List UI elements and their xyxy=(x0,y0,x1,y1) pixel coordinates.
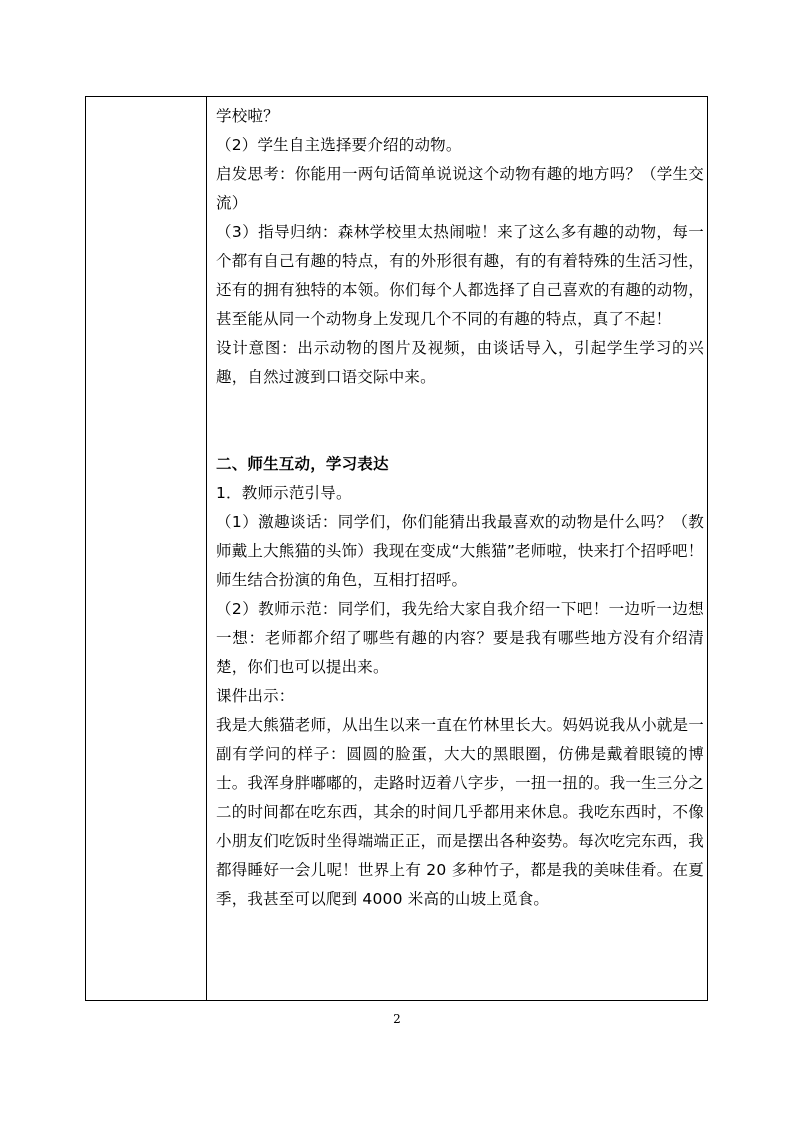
paragraph-teacher-example: （2）教师示范：同学们，我先给大家自我介绍一下吧！一边听一边想一想：老师都介绍了哪些有趣的内容？要是我有哪些地方没有介绍清楚，你们也可以提出来。 xyxy=(216,600,704,676)
paragraph-greeting: 师生结合扮演的角色，互相打招呼。 xyxy=(216,571,468,589)
paragraph-school: 学校啦？ xyxy=(216,107,279,125)
paragraph-summary: （3）指导归纳：森林学校里太热闹啦！来了这么多有趣的动物，每一个都有自己有趣的特点，有的外形很有趣，有的有着特殊的生活习性，还有的拥有独特的本领。你们每个人都选择了自己喜欢的有趣的动物，甚至能从同一个动物身上发现几个不同的有趣的特点，真了不起！ xyxy=(216,223,704,328)
paragraph-inspire-thinking: 启发思考：你能用一两句话简单说说这个动物有趣的地方吗？（学生交流） xyxy=(216,165,704,212)
paragraph-panda-intro: 我是大熊猫老师，从出生以来一直在竹林里长大。妈妈说我从小就是一副有学问的样子：圆圆的脸蛋，大大的黑眼圈，仿佛是戴着眼镜的博士。我浑身胖嘟嘟的，走路时迈着八字步，一扭一扭的。我一生三分之二的时间都在吃东西，其余的时间几乎都用来休息。我吃东西时，不像小朋友们吃饭时坐得端端正正，而是摆出各种姿势。每次吃完东西，我都得睡好一会儿呢！世界上有 20 多种竹子，都是我的美味佳肴。在夏季，我甚至可以爬到 4000 米高的山坡上觅食。 xyxy=(216,716,704,908)
paragraph-interest-talk: （1）激趣谈话：同学们，你们能猜出我最喜欢的动物是什么吗？（教师戴上大熊猫的头饰）我现在变成“大熊猫”老师啦，快来打个招呼吧！ xyxy=(216,513,704,560)
paragraph-choose-animal: （2）学生自主选择要介绍的动物。 xyxy=(216,136,462,154)
column-divider xyxy=(206,97,207,1000)
spacer xyxy=(216,392,704,450)
page-number: 2 xyxy=(393,1012,401,1026)
left-column-cell xyxy=(86,97,206,1000)
section-heading: 二、师生互动，学习表达 xyxy=(216,455,389,473)
right-column-cell xyxy=(216,102,704,914)
paragraph-courseware: 课件出示： xyxy=(216,687,295,705)
paragraph-design-intent: 设计意图：出示动物的图片及视频，由谈话导入，引起学生学习的兴趣，自然过渡到口语交际中来。 xyxy=(216,339,704,386)
lesson-table xyxy=(85,96,708,1001)
paragraph-teacher-demo: 1．教师示范引导。 xyxy=(216,484,352,502)
